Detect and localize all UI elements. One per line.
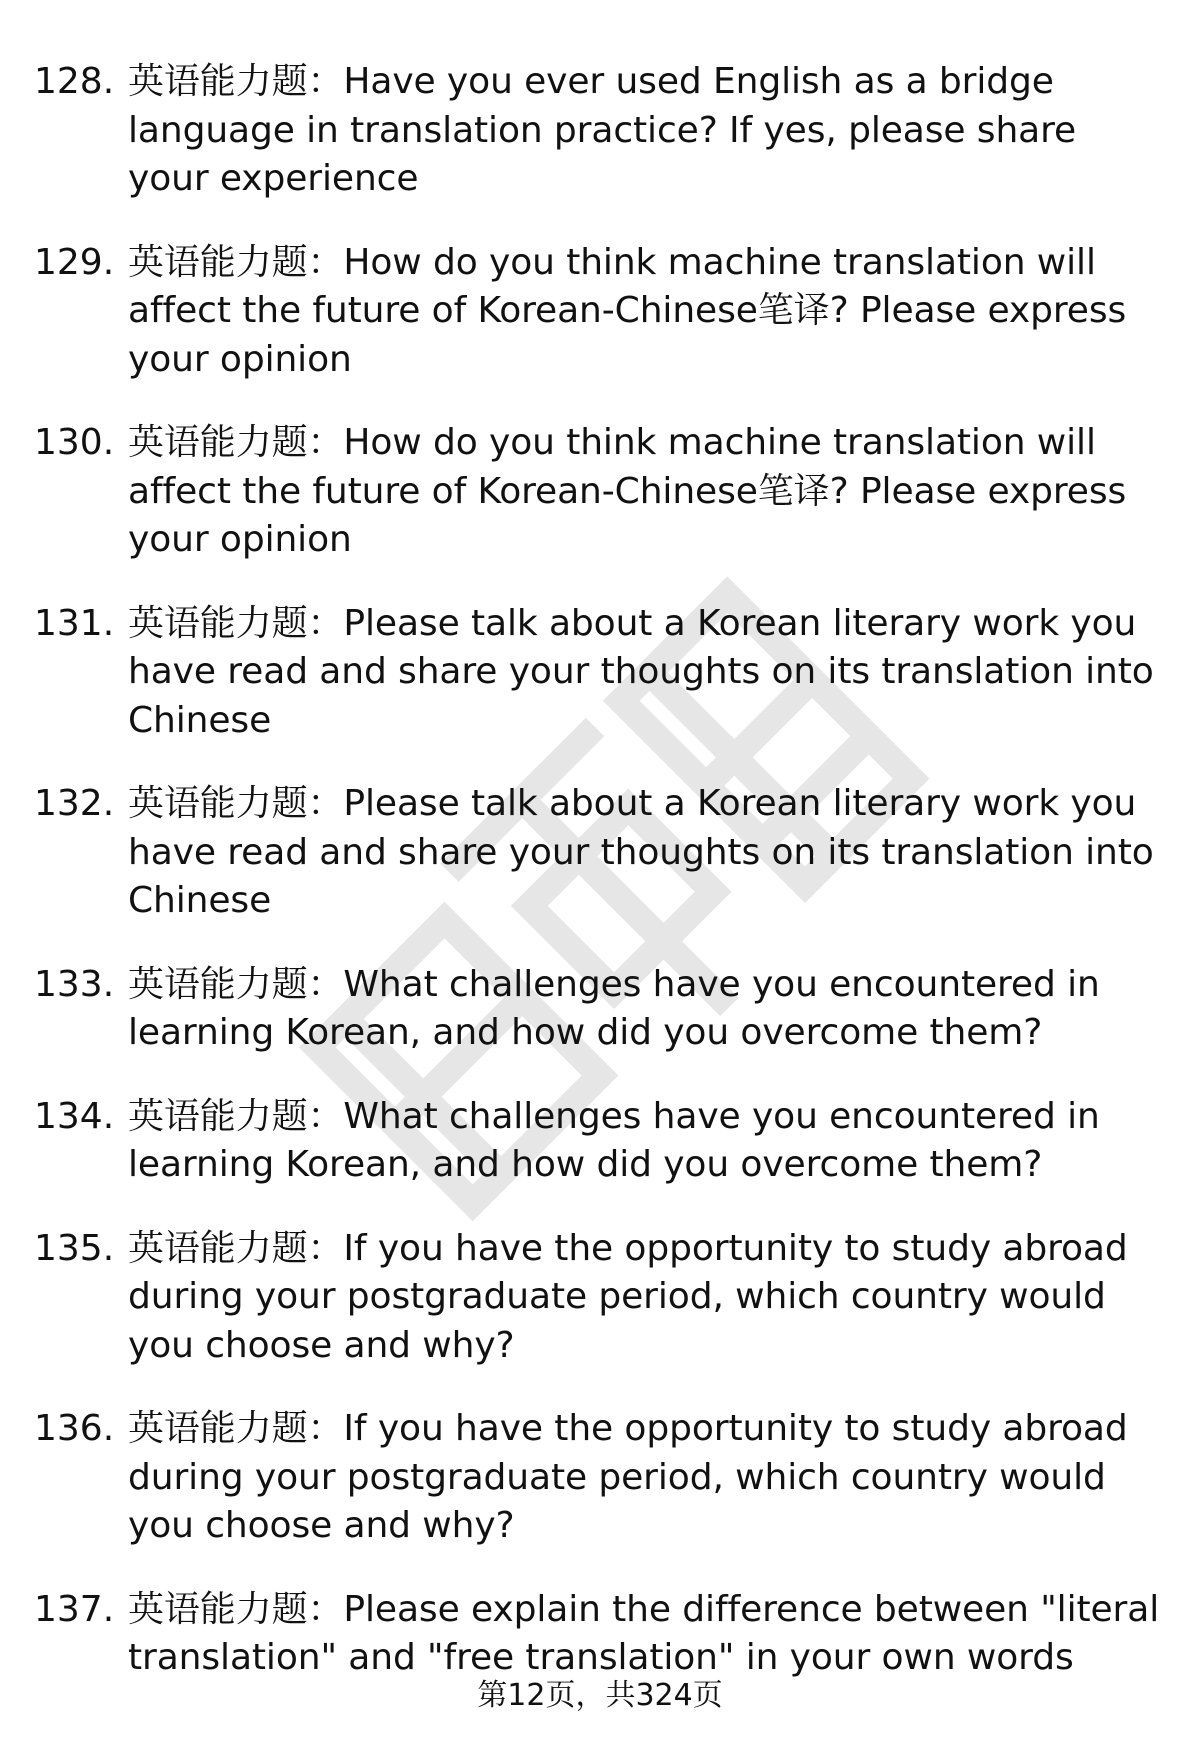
question-body (128, 1225, 1164, 1371)
question-category: 英语能力题： (128, 1095, 344, 1137)
question-category: 英语能力题： (128, 1408, 344, 1449)
question-text: Have you ever used English as a bridge language in translation practice? If yes, please share your experience (128, 61, 1077, 199)
question-body (128, 1405, 1164, 1551)
question-number: 136. (34, 1408, 115, 1449)
page-number-label: 第12页，共324页 (477, 1678, 723, 1713)
question-item-128 (34, 58, 1164, 204)
question-number: 130. (34, 422, 115, 463)
question-number: 128. (34, 61, 115, 102)
question-item-131 (34, 600, 1164, 746)
question-list (34, 58, 1164, 1718)
question-number: 133. (34, 963, 115, 1005)
question-text: How do you think machine translation will affect the future of Korean-Chinese笔译? Please express your opinion (128, 422, 1127, 560)
question-text: If you have the opportunity to study abroad during your postgraduate period, which country would you choose and why? (128, 1227, 1128, 1366)
question-category: 英语能力题： (128, 422, 344, 463)
question-body (128, 58, 1164, 204)
question-item-130 (34, 419, 1164, 565)
question-body (128, 239, 1164, 385)
question-item-132 (34, 780, 1164, 926)
question-text: What challenges have you encountered in learning Korean, and how did you overcome them? (128, 1095, 1100, 1185)
question-number: 132. (34, 783, 115, 824)
question-category: 英语能力题： (128, 1588, 344, 1630)
question-category: 英语能力题： (128, 783, 344, 824)
question-body (128, 600, 1164, 746)
question-body (128, 961, 1164, 1058)
question-text: What challenges have you encountered in learning Korean, and how did you overcome them? (128, 963, 1100, 1053)
question-item-129 (34, 239, 1164, 385)
question-category: 英语能力题： (128, 61, 344, 102)
question-item-136 (34, 1405, 1164, 1551)
question-number: 129. (34, 241, 115, 283)
question-body (128, 419, 1164, 565)
question-number: 137. (34, 1588, 115, 1630)
question-text: If you have the opportunity to study abroad during your postgraduate period, which country would you choose and why? (128, 1408, 1128, 1546)
question-text: Please explain the difference between "literal translation" and "free translation" in your own words (128, 1588, 1160, 1678)
question-item-134 (34, 1093, 1164, 1190)
question-number: 134. (34, 1095, 115, 1137)
question-item-135 (34, 1225, 1164, 1371)
question-number: 135. (34, 1227, 115, 1269)
question-body (128, 1586, 1164, 1683)
question-text: Please talk about a Korean literary work you have read and share your thoughts on its translation into Chinese (128, 602, 1154, 741)
question-item-133 (34, 961, 1164, 1058)
question-category: 英语能力题： (128, 602, 344, 644)
question-category: 英语能力题： (128, 241, 344, 283)
question-number: 131. (34, 602, 115, 644)
page-footer (0, 1676, 1200, 1716)
question-category: 英语能力题： (128, 963, 344, 1005)
question-body (128, 780, 1164, 926)
question-category: 英语能力题： (128, 1227, 344, 1269)
question-item-137 (34, 1586, 1164, 1683)
question-text: How do you think machine translation will affect the future of Korean-Chinese笔译? Please express your opinion (128, 241, 1127, 380)
question-body (128, 1093, 1164, 1190)
question-text: Please talk about a Korean literary work you have read and share your thoughts on its translation into Chinese (128, 783, 1154, 921)
